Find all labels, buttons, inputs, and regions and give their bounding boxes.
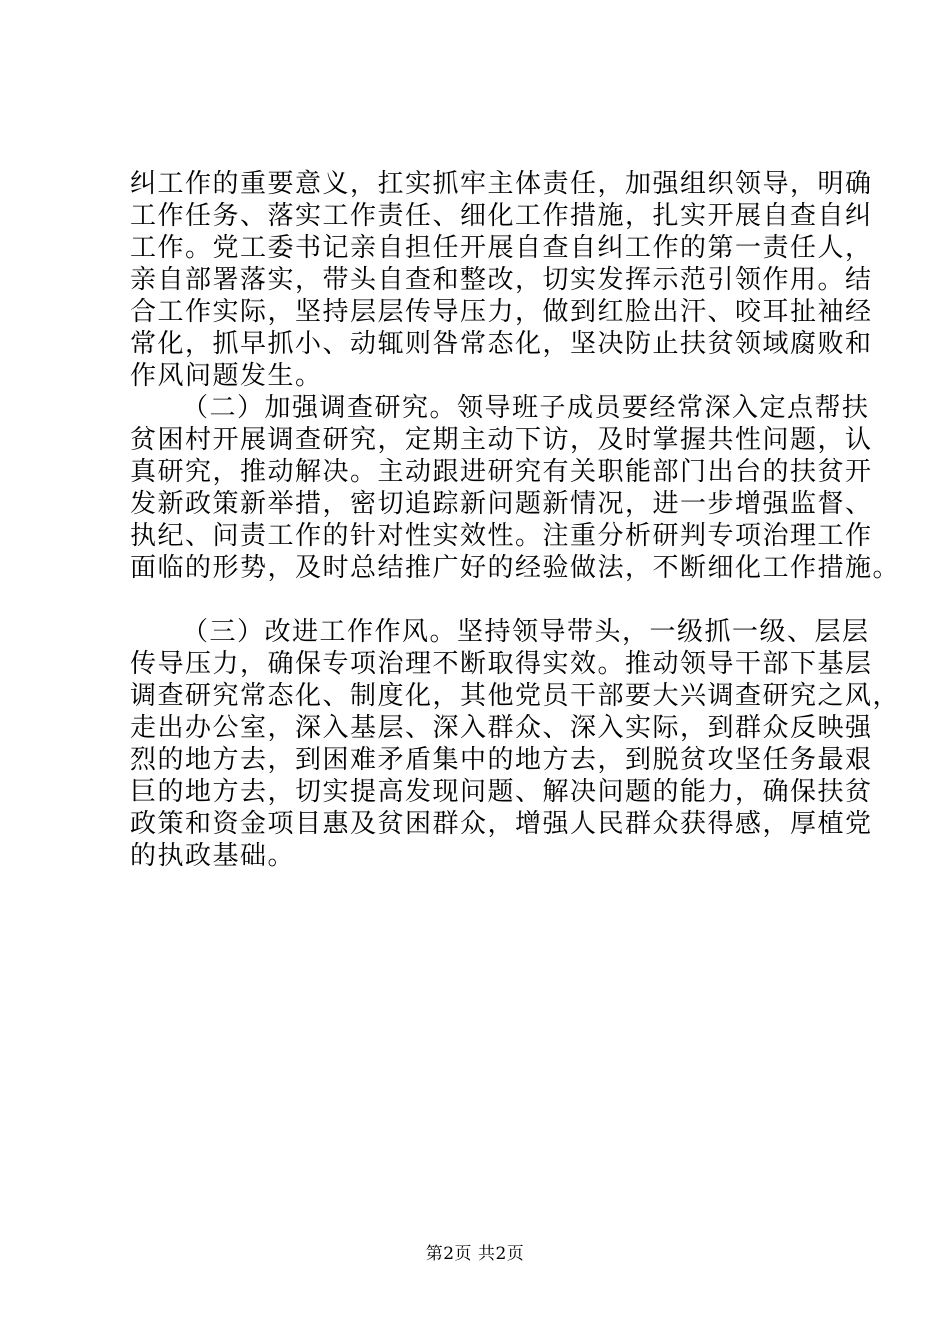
text-line: 常化，抓早抓小、动辄则咎常态化，坚决防止扶贫领域腐败和 — [130, 329, 873, 359]
text-line: 纠工作的重要意义，扛实抓牢主体责任，加强组织领导，明确 — [130, 169, 873, 199]
text-line: 贫困村开展调查研究，定期主动下访，及时掌握共性问题，认 — [130, 425, 873, 455]
text-line: 的执政基础。 — [130, 841, 296, 871]
page-number-footer: 第2页 共2页 — [425, 1244, 525, 1264]
paragraph-investigation-research — [130, 392, 901, 584]
paragraph-spacer — [130, 584, 860, 616]
text-line: 执纪、问责工作的针对性实效性。注重分析研判专项治理工作 — [130, 521, 873, 551]
paragraph-continuation — [130, 168, 873, 392]
text-line: 巨的地方去，切实提高发现问题、解决问题的能力，确保扶贫 — [130, 777, 873, 807]
text-line: （三）改进工作作风。坚持领导带头，一级抓一级、层层 — [182, 617, 870, 647]
paragraph-work-style — [130, 616, 901, 872]
text-line: 面临的形势，及时总结推广好的经验做法，不断细化工作措施。 — [130, 553, 901, 583]
text-line: 工作任务、落实工作责任、细化工作措施，扎实开展自查自纠 — [130, 201, 873, 231]
text-line: 发新政策新举措，密切追踪新问题新情况，进一步增强监督、 — [130, 489, 873, 519]
text-line: 合工作实际，坚持层层传导压力，做到红脸出汗、咬耳扯袖经 — [130, 297, 873, 327]
text-line: 走出办公室，深入基层、深入群众、深入实际，到群众反映强 — [130, 713, 873, 743]
text-line: 烈的地方去，到困难矛盾集中的地方去，到脱贫攻坚任务最艰 — [130, 745, 873, 775]
text-line: 亲自部署落实，带头自查和整改，切实发挥示范引领作用。结 — [130, 265, 873, 295]
text-line: 工作。党工委书记亲自担任开展自查自纠工作的第一责任人， — [130, 233, 873, 263]
text-line: 调查研究常态化、制度化，其他党员干部要大兴调查研究之风， — [130, 681, 901, 711]
text-line: 作风问题发生。 — [130, 361, 323, 391]
text-line: （二）加强调查研究。领导班子成员要经常深入定点帮扶 — [182, 393, 870, 423]
text-line: 传导压力，确保专项治理不断取得实效。推动领导干部下基层 — [130, 649, 873, 679]
document-body — [130, 168, 901, 872]
text-line: 真研究，推动解决。主动跟进研究有关职能部门出台的扶贫开 — [130, 457, 873, 487]
text-line: 政策和资金项目惠及贫困群众，增强人民群众获得感，厚植党 — [130, 809, 873, 839]
